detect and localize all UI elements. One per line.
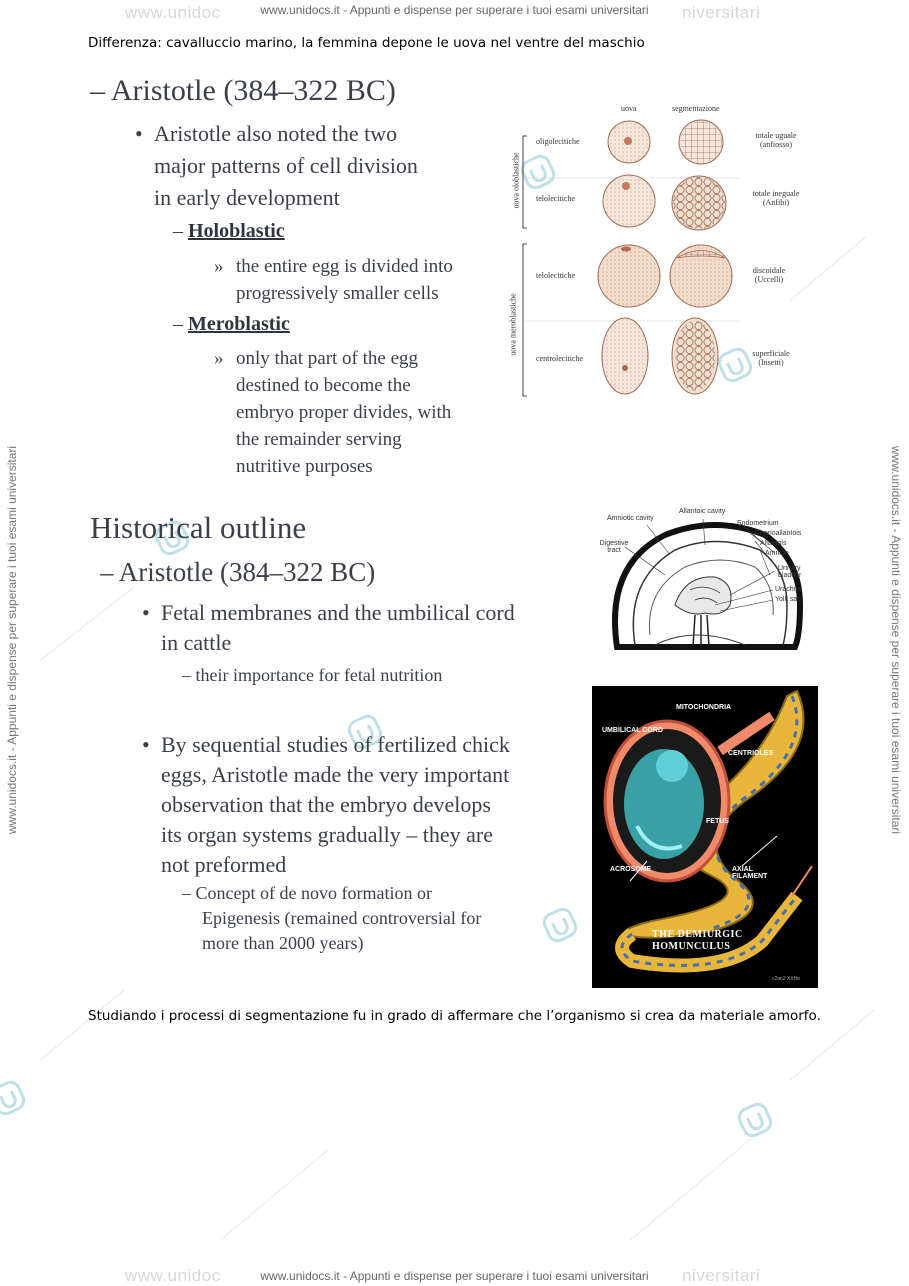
fetal-membranes-drawing: [595, 505, 820, 655]
watermark-ghost-left: www.unidoc: [125, 3, 221, 22]
label-mitochondria: MITOCHONDRIA: [676, 704, 732, 711]
result-totale-ineguale: totale ineguale (Anfibi): [752, 189, 800, 207]
holoblastic-description: the entire egg is divided into progressively smaller cells: [236, 256, 453, 304]
result-superficiale: superficiale (Insetti): [752, 349, 790, 367]
slide2-bullet: •: [142, 732, 150, 757]
note-top: Differenza: cavalluccio marino, la femmina depone le uova nel ventre del maschio: [88, 35, 645, 51]
label-acrosome: ACROSOME: [610, 866, 652, 873]
slide2-title: Historical outline: [90, 510, 307, 545]
meroblastic-heading: – Meroblastic: [173, 313, 290, 335]
side-watermark-left: www.unidocs.it - Appunti e dispense per superare i tuoi esami universitari: [5, 445, 19, 835]
label-amnion: Amnion: [765, 550, 789, 557]
homunculus-credit: c2ao2 XXHe: [772, 976, 801, 982]
row-label-telolecitiche-2: telolecitiche: [536, 271, 576, 280]
label-urinary-bladder: Urinary bladder: [778, 565, 802, 579]
note-bottom: Studiando i processi di segmentazione fu in grado di affermare che l’organismo si crea da materiale amorfo.: [88, 1008, 821, 1024]
slide1-bullet-text: Aristotle also noted the two major patterns of cell division in early development: [154, 121, 418, 210]
fetal-membranes-figure: [595, 505, 820, 655]
label-axial-filament: AXIAL FILAMENT: [732, 866, 768, 880]
result-totale-uguale: totale uguale (anfiosso): [755, 131, 797, 149]
watermark-line: [40, 586, 135, 661]
label-fetus: FETUS: [706, 818, 729, 825]
label-urachus: Urachus: [775, 586, 802, 593]
holoblastic-marker: »: [214, 256, 224, 277]
label-amniotic-cavity: Amniotic cavity: [607, 515, 654, 522]
label-digestive-tract: Digestive tract: [599, 540, 629, 554]
row-label-telolecitiche: telolecitiche: [536, 194, 576, 203]
watermark-ghost-left: www.unidoc: [125, 1266, 221, 1285]
watermark-ghost-right: niversitari: [682, 1266, 761, 1285]
unidocs-logo-icon: [0, 1078, 28, 1118]
unidocs-logo-icon: [540, 905, 580, 945]
slide2-sub1: – their importance for fetal nutrition: [182, 665, 443, 685]
cleavage-figure: [505, 98, 805, 398]
side-watermark-right: www.unidocs.it - Appunti e dispense per superare i tuoi esami universitari: [889, 445, 903, 835]
slide2-bullet: •: [142, 600, 150, 625]
watermark-line: [40, 989, 125, 1060]
homunculus-figure: [592, 686, 818, 988]
watermark-ghost-right: niversitari: [682, 3, 761, 22]
holoblastic-heading: – Holoblastic: [173, 220, 285, 242]
label-endometrium: Endometrium: [737, 520, 779, 527]
column-label-uova: uova: [621, 104, 637, 113]
label-yolk-sac: Yolk sac: [775, 596, 801, 603]
watermark-line: [220, 1150, 328, 1241]
meroblastic-description: only that part of the egg destined to become the embryo proper divides, with the remainder serving nutritive purposes: [236, 348, 452, 477]
slide2-sub2: – Concept of de novo formation or Epigenesis (remained controversial for more than 2000 years): [182, 883, 482, 953]
row-label-centrolecitiche: centrolecitiche: [536, 354, 584, 363]
homunculus-title: THE DEMIURGIC HOMUNCULUS: [652, 929, 743, 952]
label-centrioles: CENTRIOLES: [728, 750, 774, 757]
slide2-heading: – Aristotle (384–322 BC): [100, 557, 376, 587]
label-chorioallantois: Chorioallantois: [755, 530, 802, 537]
label-umbilical-cord: UMBILICAL CORD: [602, 727, 663, 734]
label-allantoic-cavity: Allantoic cavity: [679, 508, 726, 515]
slide2-bullet1-text: Fetal membranes and the umbilical cord in cattle: [161, 600, 515, 655]
slide2-bullet2-text: By sequential studies of fertilized chick eggs, Aristotle made the very important observation that the embryo develops its organ systems gradually – they are not preformed: [161, 732, 510, 877]
slide1-heading: – Aristotle (384–322 BC): [90, 74, 396, 107]
unidocs-logo-icon: [735, 1100, 775, 1140]
column-label-segmentazione: segmentazione: [672, 104, 720, 113]
slide1-bullet: •: [135, 121, 143, 146]
footer-watermark: www.unidocs.it - Appunti e dispense per superare i tuoi esami universitari: [260, 1269, 649, 1283]
header-watermark: www.unidocs.it - Appunti e dispense per superare i tuoi esami universitari: [260, 3, 649, 17]
group-label-oloblastiche: uova oloblastiche: [511, 152, 521, 209]
label-allantois: Allantois: [760, 540, 787, 547]
row-label-oligolecitiche: oligolecitiche: [536, 137, 580, 146]
group-label-meroblastiche: uova meroblastiche: [508, 293, 518, 356]
meroblastic-marker: »: [214, 348, 224, 369]
result-discoidale: discoidale (Uccelli): [752, 266, 786, 284]
watermark-line: [630, 1137, 753, 1241]
